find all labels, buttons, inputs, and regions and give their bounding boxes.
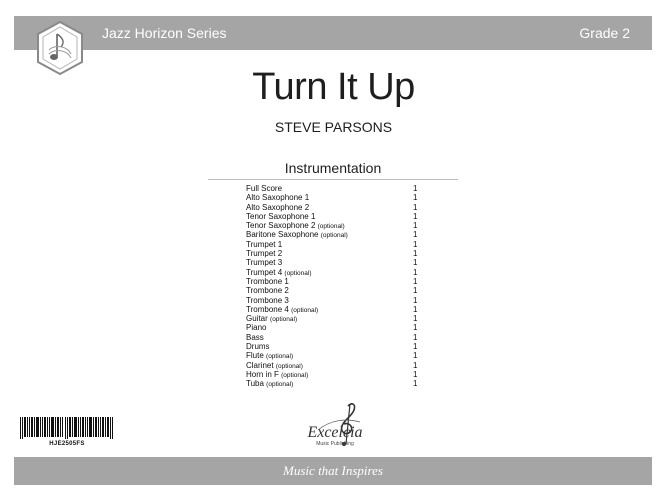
instrument-qty: 1	[413, 360, 418, 370]
tagline: Music that Inspires	[283, 463, 383, 478]
series-title: Jazz Horizon Series	[102, 25, 227, 41]
instrument-name: Piano	[246, 323, 267, 333]
list-item	[246, 203, 421, 212]
instrument-name: Horn in F	[246, 369, 279, 379]
instrument-qty: 1	[413, 379, 418, 389]
instrument-name: Clarinet	[246, 360, 274, 370]
instrument-qty: 1	[413, 286, 418, 296]
list-item	[246, 351, 421, 360]
list-item	[246, 249, 421, 258]
instrument-note: (optional)	[284, 269, 312, 277]
list-item	[246, 184, 421, 193]
instrument-qty: 1	[413, 230, 418, 240]
instrument-qty: 1	[413, 314, 418, 324]
instrument-qty: 1	[413, 369, 418, 379]
instrument-note: (optional)	[320, 232, 348, 240]
instrument-qty: 1	[413, 239, 418, 249]
instrument-name: Trombone 1	[246, 276, 289, 286]
instrument-note: (optional)	[317, 223, 345, 231]
grade-label: Grade 2	[579, 25, 630, 41]
instrumentation-list	[246, 184, 421, 389]
list-item	[246, 379, 421, 388]
barcode-graphic	[20, 417, 114, 439]
instrument-name: Tuba	[246, 379, 264, 389]
instrument-note: (optional)	[275, 362, 303, 370]
list-item	[246, 333, 421, 342]
instrument-note: (optional)	[291, 306, 319, 314]
list-item	[246, 221, 421, 230]
instrument-name: Flute	[246, 351, 264, 361]
instrument-name: Tenor Saxophone 2	[246, 221, 316, 231]
list-item	[246, 212, 421, 221]
header-bar	[14, 16, 652, 50]
instrument-qty: 1	[413, 332, 418, 342]
instrument-name: Bass	[246, 332, 264, 342]
instrument-note: (optional)	[266, 381, 294, 389]
list-item	[246, 268, 421, 277]
instrument-name: Trumpet 4	[246, 267, 283, 277]
piece-title: Turn It Up	[252, 66, 415, 108]
list-item	[246, 342, 421, 351]
list-item	[246, 323, 421, 332]
instrument-name: Trombone 2	[246, 286, 289, 296]
instrument-name: Trumpet 1	[246, 239, 283, 249]
instrument-name: Guitar	[246, 314, 268, 324]
instrument-name: Baritone Saxophone	[246, 230, 319, 240]
instrument-note: (optional)	[270, 316, 298, 324]
instrumentation-divider	[208, 179, 458, 180]
instrument-qty: 1	[413, 276, 418, 286]
list-item	[246, 230, 421, 239]
composer-name: STEVE PARSONS	[274, 119, 393, 135]
instrument-qty: 1	[413, 304, 418, 314]
list-item	[246, 305, 421, 314]
instrument-qty: 1	[413, 184, 418, 193]
list-item	[246, 296, 421, 305]
list-item	[246, 240, 421, 249]
instrument-name: Alto Saxophone 1	[246, 193, 310, 203]
list-item	[246, 193, 421, 202]
instrument-qty: 1	[413, 295, 418, 305]
list-item	[246, 314, 421, 323]
instrument-qty: 1	[413, 221, 418, 231]
list-item	[246, 361, 421, 370]
barcode-number: HJE2505FS	[49, 441, 85, 447]
instrument-qty: 1	[413, 258, 418, 268]
footer-bar	[14, 457, 652, 485]
publisher-subtitle: Music Publishing	[316, 441, 354, 447]
instrument-qty: 1	[413, 202, 418, 212]
list-item	[246, 286, 421, 295]
instrument-name: Trumpet 2	[246, 249, 283, 259]
instrument-qty: 1	[413, 323, 418, 333]
instrument-note: (optional)	[281, 371, 309, 379]
instrument-qty: 1	[413, 249, 418, 259]
instrument-name: Trombone 3	[246, 295, 289, 305]
instrument-qty: 1	[413, 351, 418, 361]
instrument-name: Tenor Saxophone 1	[246, 211, 316, 221]
instrument-qty: 1	[413, 267, 418, 277]
list-item	[246, 370, 421, 379]
instrumentation-heading: Instrumentation	[284, 160, 382, 176]
instrument-qty: 1	[413, 193, 418, 203]
list-item	[246, 258, 421, 267]
instrument-name: Full Score	[246, 184, 283, 193]
instrument-name: Drums	[246, 342, 270, 352]
list-item	[246, 277, 421, 286]
instrument-note: (optional)	[266, 353, 294, 361]
instrument-name: Trombone 4	[246, 304, 289, 314]
instrument-name: Alto Saxophone 2	[246, 202, 310, 212]
instrument-qty: 1	[413, 211, 418, 221]
instrument-name: Trumpet 3	[246, 258, 283, 268]
publisher-name: Excelcia	[307, 424, 363, 441]
instrument-qty: 1	[413, 342, 418, 352]
